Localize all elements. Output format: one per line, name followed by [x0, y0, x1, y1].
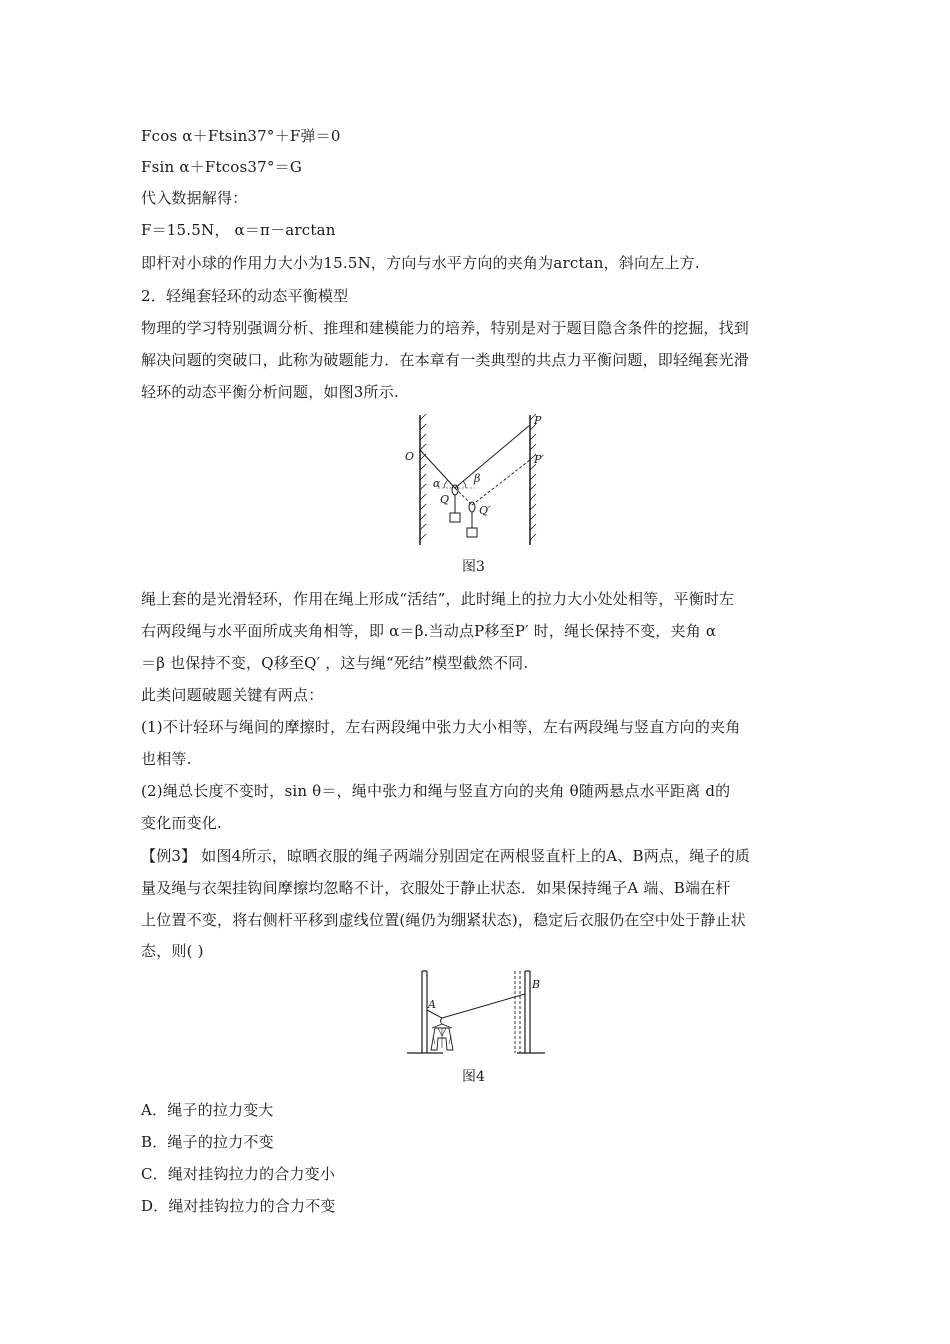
example-question-line: 【例3】 如图4所示，晾晒衣服的绳子两端分别固定在两根竖直杆上的A、B两点，绳子的质	[141, 847, 751, 865]
label-P-prime: P′	[534, 453, 544, 466]
paragraph-line: 此类问题破题关键有两点：	[141, 686, 324, 704]
label-Q: Q	[440, 493, 450, 506]
paragraph-line: 解决问题的突破口，此称为破题能力．在本章有一类典型的共点力平衡问题，即轻绳套光滑	[141, 351, 750, 369]
label-O: O	[405, 450, 415, 463]
answer-option-a: A．绳子的拉力变大	[141, 1101, 274, 1119]
figure-3-diagram	[400, 410, 560, 550]
example-question-line: 上位置不变，将右侧杆平移到虚线位置(绳仍为绷紧状态)，稳定后衣服仍在空中处于静止状	[141, 911, 746, 929]
result-line: F＝15.5N， α＝π－arctan	[141, 221, 336, 239]
answer-option-c: C．绳对挂钩拉力的合力变小	[141, 1165, 336, 1183]
equation-line-1: Fcos α＋Ftsin37°＋F弹＝0	[141, 127, 341, 145]
paragraph-line: (1)不计轻环与绳间的摩擦时，左右两段绳中张力大小相等，左右两段绳与竖直方向的夹角	[141, 718, 741, 736]
figure-3-caption: 图3	[462, 559, 485, 575]
label-B: B	[532, 978, 541, 991]
label-P: P	[534, 414, 542, 427]
example-question-line: 量及绳与衣架挂钩间摩擦均忽略不计，衣服处于静止状态．如果保持绳子A 端、B端在杆	[141, 879, 731, 897]
section-heading: 2．轻绳套轻环的动态平衡模型	[141, 287, 349, 305]
figure-4-caption: 图4	[462, 1069, 485, 1085]
answer-option-d: D．绳对挂钩拉力的合力不变	[141, 1197, 336, 1215]
label-A: A	[428, 998, 436, 1011]
label-beta: β	[474, 472, 481, 485]
paragraph-line: 右两段绳与水平面所成夹角相等，即 α＝β.当动点P移至P′ 时，绳长保持不变，夹角 α	[141, 622, 717, 640]
figure-4-diagram	[405, 966, 555, 1060]
example-question-line: 态，则( )	[141, 942, 204, 960]
paragraph-line: 轻环的动态平衡分析问题，如图3所示.	[141, 383, 399, 401]
label-alpha: α	[433, 477, 441, 490]
paragraph-line: 物理的学习特别强调分析、推理和建模能力的培养，特别是对于题目隐含条件的挖掘，找到	[141, 319, 750, 337]
paragraph-line: (2)绳总长度不变时，sin θ＝，绳中张力和绳与竖直方向的夹角 θ随两悬点水平距离 d的	[141, 782, 731, 800]
label-Q-prime: Q′	[479, 504, 491, 517]
text-line: 代入数据解得：	[141, 189, 248, 207]
paragraph-line: 变化而变化.	[141, 814, 222, 832]
answer-option-b: B．绳子的拉力不变	[141, 1133, 274, 1151]
equation-line-2: Fsin α＋Ftcos37°＝G	[141, 158, 302, 176]
text-line: 即杆对小球的作用力大小为15.5N，方向与水平方向的夹角为arctan，斜向左上方.	[141, 254, 700, 272]
paragraph-line: 也相等.	[141, 750, 192, 768]
paragraph-line: 绳上套的是光滑轻环，作用在绳上形成“活结”，此时绳上的拉力大小处处相等，平衡时左	[141, 590, 735, 608]
paragraph-line: ＝β 也保持不变，Q移至Q′ ，这与绳“死结”模型截然不同.	[141, 654, 529, 672]
